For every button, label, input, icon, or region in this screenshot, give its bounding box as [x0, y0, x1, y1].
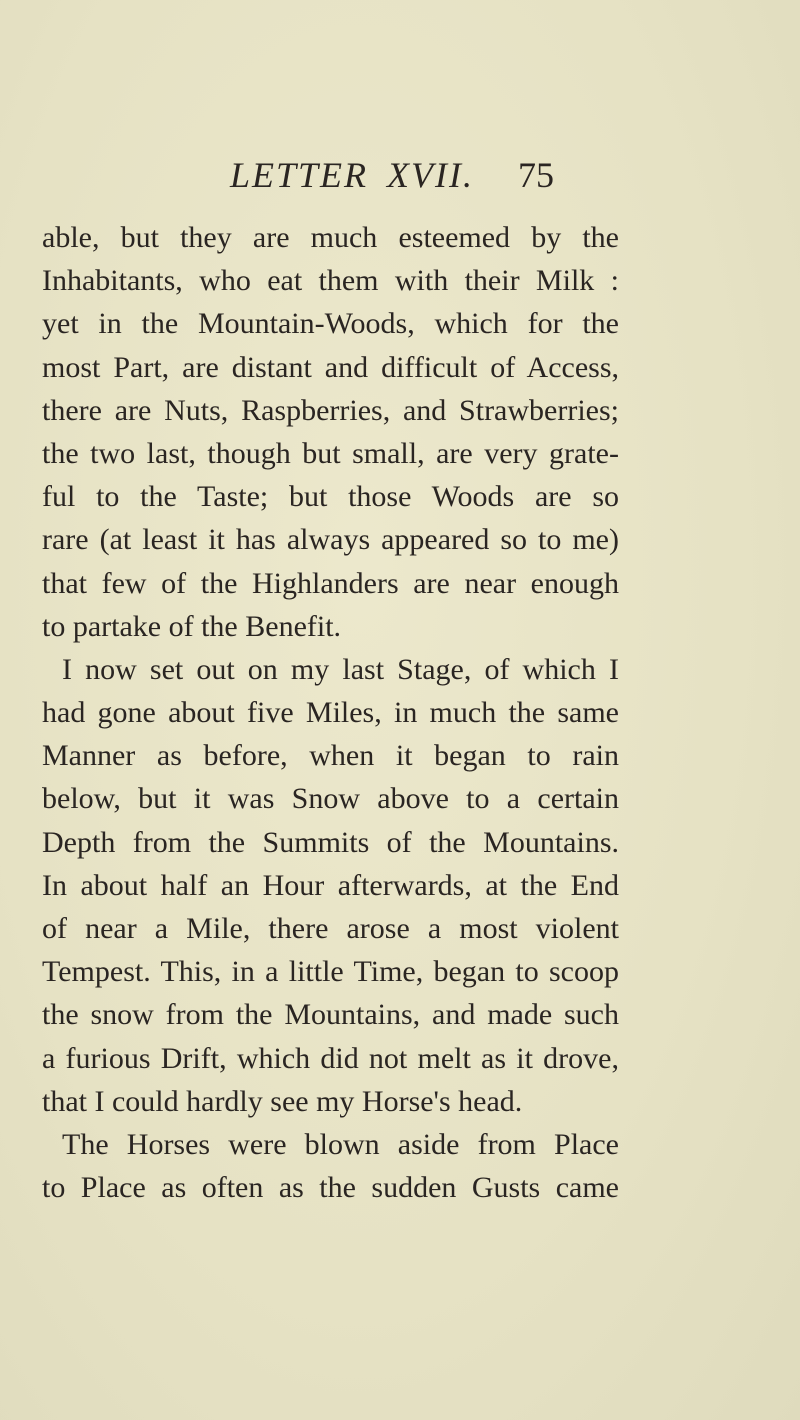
text-line: rare (at least it has always appeared so to me): [42, 523, 619, 557]
text-line: Manner as before, when it began to rain: [42, 739, 619, 773]
text-line: to Place as often as the sudden Gusts came: [42, 1171, 619, 1205]
text-line: to partake of the Benefit.: [42, 609, 342, 643]
text-line: able, but they are much esteemed by the: [42, 221, 619, 254]
text-line: In about half an Hour afterwards, at the End: [42, 868, 619, 902]
text-line: had gone about five Miles, in much the same: [42, 696, 619, 730]
text-line: Depth from the Summits of the Mountains.: [42, 825, 619, 859]
text-line: the two last, though but small, are very grate-: [42, 436, 619, 470]
body-text: [42, 216, 619, 1209]
text-line: the snow from the Mountains, and made such: [42, 998, 619, 1032]
text-line: there are Nuts, Raspberries, and Strawberries;: [42, 393, 619, 427]
text-line: below, but it was Snow above to a certain: [42, 782, 619, 816]
running-head-title: LETTER XVII.: [230, 155, 474, 195]
running-head: [0, 148, 800, 198]
text-line: that few of the Highlanders are near enough: [42, 566, 619, 600]
text-line: of near a Mile, there arose a most violent: [42, 912, 619, 945]
text-line: Tempest. This, in a little Time, began to scoop: [42, 955, 619, 989]
text-line: I now set out on my last Stage, of which I: [62, 652, 619, 686]
text-line: a furious Drift, which did not melt as it drove,: [42, 1041, 619, 1075]
text-line: ful to the Taste; but those Woods are so: [42, 480, 619, 514]
text-line: yet in the Mountain-Woods, which for the: [42, 307, 619, 341]
text-line: The Horses were blown aside from Place: [62, 1127, 619, 1161]
text-line: Inhabitants, who eat them with their Milk :: [42, 264, 619, 298]
text-line: that I could hardly see my Horse's head.: [42, 1084, 523, 1118]
text-line: most Part, are distant and difficult of Access,: [42, 350, 619, 384]
page-number: 75: [518, 155, 554, 195]
